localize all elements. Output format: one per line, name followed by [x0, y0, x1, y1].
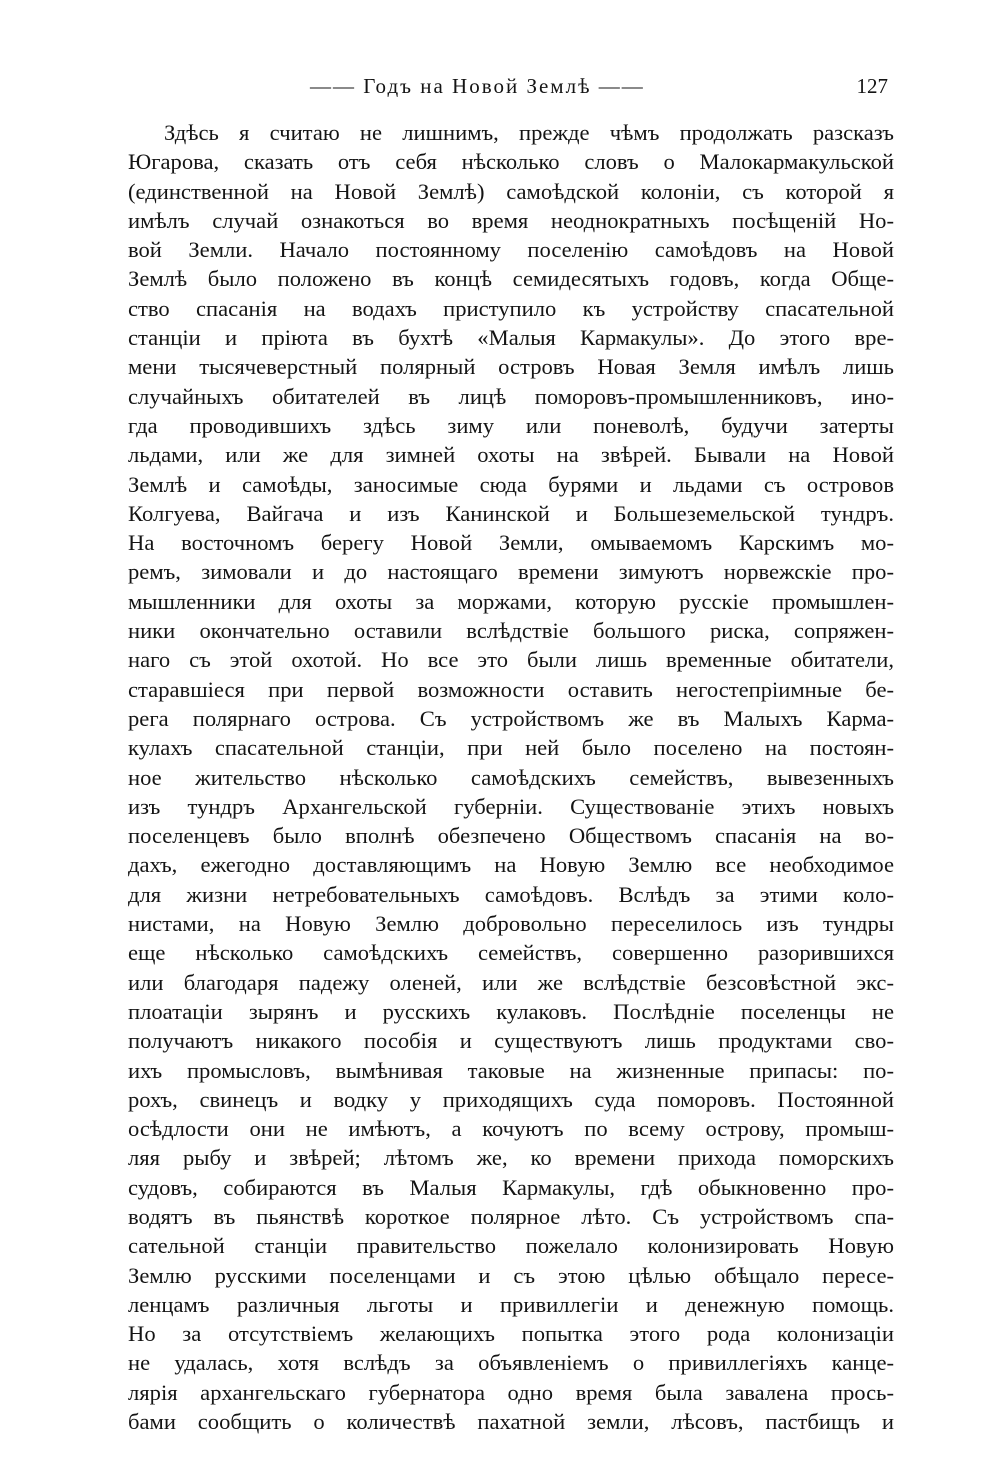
text-line: На восточномъ берегу Новой Земли, омываемомъ Карскимъ мо- — [128, 530, 894, 556]
text-line: вой Земли. Начало постоянному поселенію самоѣдовъ на Новой — [128, 237, 894, 263]
text-line: рега полярнаго острова. Съ устройствомъ же въ Малыхъ Карма- — [128, 705, 894, 731]
text-line: Но за отсутствіемъ желающихъ попытка этого рода колонизаціи — [128, 1321, 894, 1347]
text-line: получаютъ никакого пособія и существуютъ лишь продуктами сво- — [128, 1028, 894, 1054]
text-line: водятъ въ пьянствѣ короткое полярное лѣто. Съ устройствомъ спа- — [128, 1203, 894, 1229]
text-line: ство спасанія на водахъ приступило къ устройству спасательной — [128, 295, 894, 321]
text-line: случайныхъ обитателей въ лицѣ поморовъ-промышленниковъ, ино- — [128, 383, 894, 409]
text-line: Колгуева, Вайгача и изъ Канинской и Большеземельской тундръ. — [128, 500, 894, 526]
text-line: для жизни нетребовательныхъ самоѣдовъ. Вслѣдъ за этими коло- — [128, 881, 894, 907]
text-line: ихъ промысловъ, вымѣнивая таковые на жизненные припасы: по- — [128, 1057, 894, 1083]
text-line: ремъ, зимовали и до настоящаго времени зимуютъ норвежскіе про- — [128, 559, 894, 585]
text-line: (единственной на Новой Землѣ) самоѣдской колоніи, съ которой я — [128, 178, 894, 204]
text-line: поселенцевъ было вполнѣ обезпечено Обществомъ спасанія на во- — [128, 823, 894, 849]
text-line: дахъ, ежегодно доставляющимъ на Новую Землю все необходимое — [128, 852, 894, 878]
text-line: ляя рыбу и звѣрей; лѣтомъ же, ко времени прихода поморскихъ — [128, 1145, 894, 1171]
text-line: мышленники для охоты за моржами, которую русскіе промышлен- — [128, 588, 894, 614]
text-line: Землѣ и самоѣды, заносимые сюда бурями и льдами съ островов — [128, 471, 894, 497]
text-line: станціи и пріюта въ бухтѣ «Малыя Кармакулы». До этого вре- — [128, 325, 894, 351]
text-line: или благодаря падежу оленей, или же вслѣдствіе безсовѣстной экс- — [128, 969, 894, 995]
text-line: нистами, на Новую Землю добровольно переселилось изъ тундры — [128, 911, 894, 937]
page-number: 127 — [856, 74, 888, 98]
text-line: старавшіеся при первой возможности оставить негостепріимные бе- — [128, 676, 894, 702]
running-title: —— Годъ на Новой Землѣ —— — [310, 74, 645, 98]
text-line: лярія архангельскаго губернатора одно время была завалена прось- — [128, 1379, 894, 1405]
text-line: Землю русскими поселенцами и съ этою цѣлью обѣщало пересе- — [128, 1262, 894, 1288]
text-line: сательной станціи правительство пожелало колонизировать Новую — [128, 1233, 894, 1259]
text-line: судовъ, собираются въ Малыя Кармакулы, гдѣ обыкновенно про- — [128, 1174, 894, 1200]
text-line: имѣлъ случай ознакоться во время неоднократныхъ посѣщеній Но- — [128, 207, 894, 233]
text-line: осѣдлости они не имѣютъ, а кочуютъ по всему острову, промыш- — [128, 1116, 894, 1142]
body-text — [128, 118, 894, 1436]
text-line: Землѣ было положено въ концѣ семидесятыхъ годовъ, когда Обще- — [128, 266, 894, 292]
text-line: рохъ, свинецъ и водку у приходящихъ суда поморовъ. Постоянной — [128, 1086, 894, 1112]
text-line: Югарова, сказать отъ себя нѣсколько словъ о Малокармакульской — [128, 149, 894, 175]
text-line: ленцамъ различныя льготы и привиллегіи и денежную помощь. — [128, 1291, 894, 1317]
text-line: наго съ этой охотой. Но все это были лишь временные обитатели, — [128, 647, 894, 673]
text-line: изъ тундръ Архангельской губерніи. Существованіе этихъ новыхъ — [128, 793, 894, 819]
text-line: плоатаціи зырянъ и русскихъ кулаковъ. Послѣдніе поселенцы не — [128, 998, 894, 1024]
text-line: ное жительство нѣсколько самоѣдскихъ семействъ, вывезенныхъ — [128, 764, 894, 790]
text-line: не удалась, хотя вслѣдъ за объявленіемъ о привиллегіяхъ канце- — [128, 1350, 894, 1376]
text-line: гда проводившихъ здѣсь зиму или поневолѣ, будучи затерты — [128, 412, 894, 438]
running-head — [128, 72, 894, 106]
text-line: Здѣсь я считаю не лишнимъ, прежде чѣмъ продолжать разсказъ — [164, 120, 894, 145]
text-line: льдами, или же для зимней охоты на звѣрей. Бывали на Новой — [128, 442, 894, 468]
text-line: кулахъ спасательной станціи, при ней было поселено на постоян- — [128, 735, 894, 761]
text-line: мени тысячеверстный полярный островъ Новая Земля имѣлъ лишь — [128, 354, 894, 380]
text-line: еще нѣсколько самоѣдскихъ семействъ, совершенно разорившихся — [128, 940, 894, 966]
book-page — [128, 72, 894, 1435]
text-line: бами сообщить о количествѣ пахатной земли, лѣсовъ, пастбищъ и — [128, 1409, 894, 1435]
text-line: ники окончательно оставили вслѣдствіе большого риска, сопряжен- — [128, 618, 894, 644]
